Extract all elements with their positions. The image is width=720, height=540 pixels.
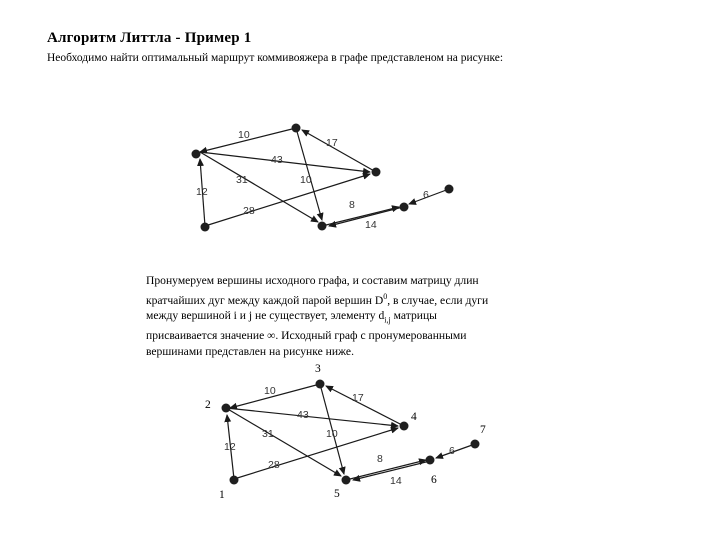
edge-weight: 10	[326, 428, 338, 440]
paragraph-line: вершинами представлен на рисунке ниже.	[146, 344, 354, 358]
edge-weight: 10	[264, 385, 276, 397]
node-number: 5	[334, 488, 340, 500]
edge-weight: 14	[365, 219, 377, 231]
page-title: Алгоритм Литтла - Пример 1	[47, 30, 252, 46]
edge-weight: 28	[268, 459, 280, 471]
paragraph-line: присваивается значение ∞. Исходный граф с пронумерованными	[146, 328, 467, 342]
edge-weight: 8	[377, 453, 383, 465]
node-number: 6	[431, 474, 437, 486]
edge-weight: 6	[449, 445, 455, 457]
vertex-1	[230, 476, 239, 485]
edge-weight: 12	[224, 441, 236, 453]
node-number: 7	[480, 424, 486, 436]
edge-5-6	[346, 460, 426, 480]
edge-weight: 6	[423, 189, 429, 201]
edge-1-4	[234, 428, 398, 479]
edge-weight: 10	[300, 174, 312, 186]
paragraph-line: между вершиной i и j не существует, элементу $d_{i,j}$ матрицы	[146, 309, 437, 325]
edge-7-6	[436, 444, 475, 458]
paragraph-line: кратчайших дуг между каждой парой вершин $D^0$, в случае, если дуги	[146, 291, 489, 307]
edge-weight: 12	[196, 186, 208, 198]
node-number: 2	[205, 399, 211, 411]
edge-weight: 43	[297, 409, 309, 421]
problem-statement: Необходимо найти оптимальный маршрут коммивояжера в графе представленом на рисунке:	[47, 52, 504, 64]
edge-weight: 31	[236, 174, 248, 186]
edge-weight: 43	[271, 154, 283, 166]
vertex-7	[471, 440, 480, 449]
vertex-4	[400, 422, 409, 431]
vertex-6	[426, 456, 435, 465]
vertex-5	[342, 476, 351, 485]
edge-weight: 17	[352, 392, 364, 404]
paragraph-line: Пронумеруем вершины исходного графа, и составим матрицу длин	[146, 274, 479, 287]
edge-weight: 10	[238, 129, 250, 141]
vertex-3	[316, 380, 325, 389]
node-number: 4	[411, 411, 417, 423]
node-number: 1	[219, 489, 225, 501]
edge-weight: 17	[326, 137, 338, 149]
edge-weight: 8	[349, 199, 355, 211]
vertex-2	[222, 404, 231, 413]
edge-weight: 31	[262, 428, 274, 440]
node-number: 3	[315, 363, 321, 375]
edge-weight: 28	[243, 205, 255, 217]
edge-weight: 14	[390, 475, 402, 487]
